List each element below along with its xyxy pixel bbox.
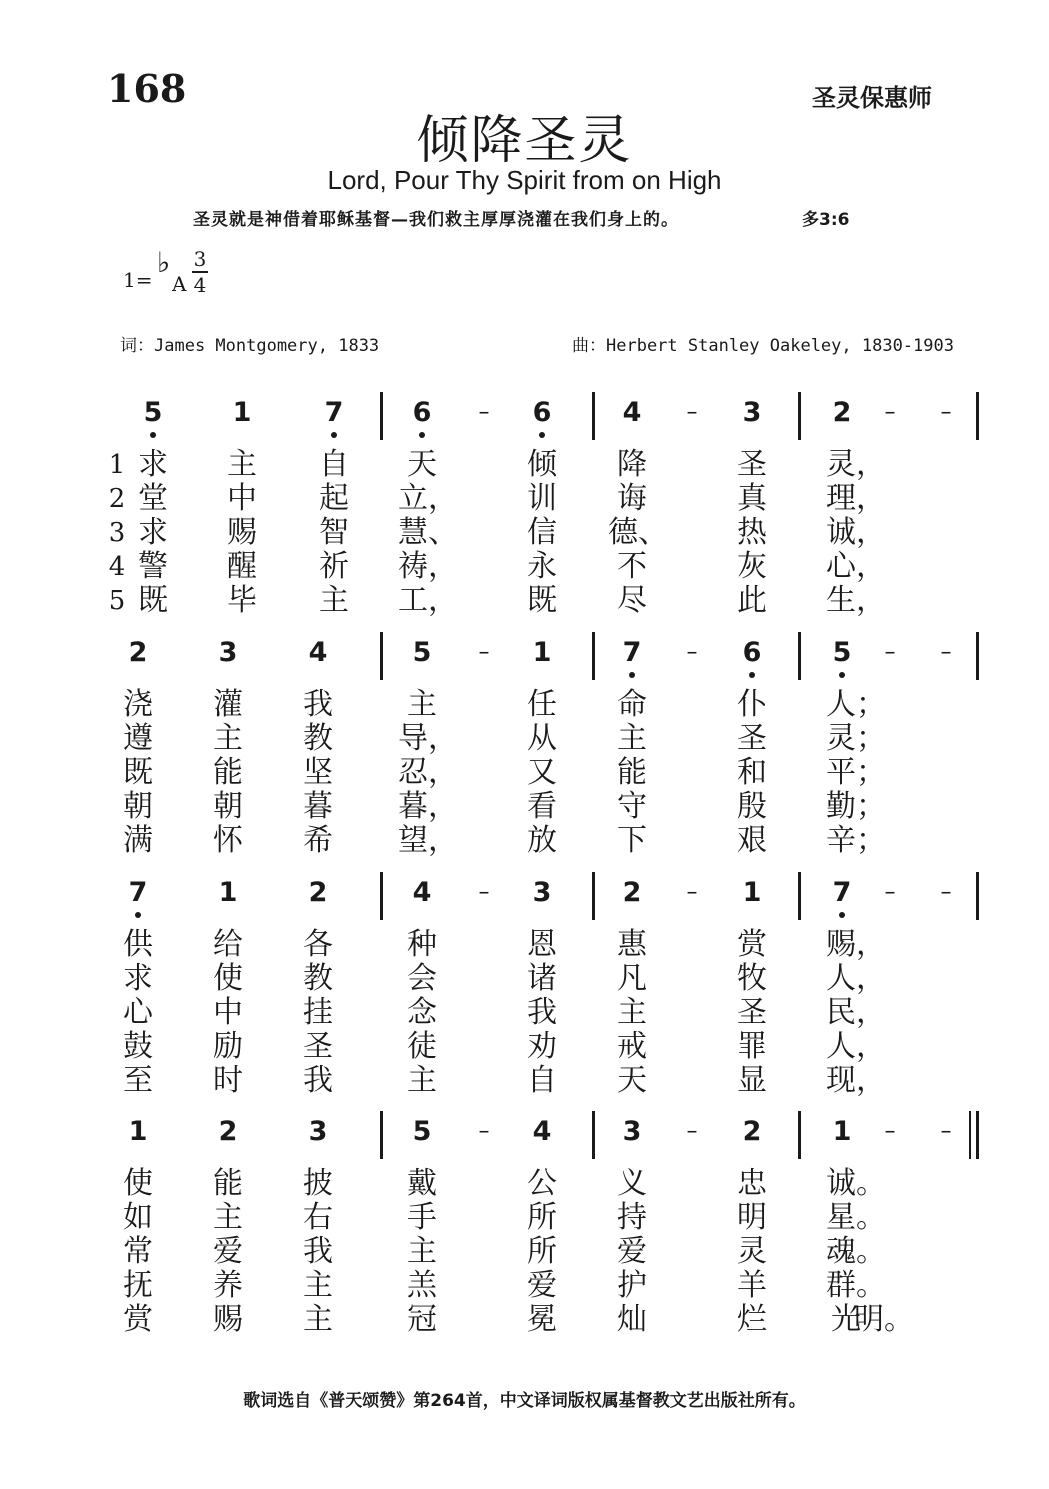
lyric-syllable: 主	[227, 447, 257, 482]
octave-dot-below	[150, 432, 156, 438]
octave-dot-below	[331, 432, 337, 438]
bar-line	[380, 872, 383, 920]
lyric-syllable: 使	[123, 1166, 153, 1201]
lyric-syllable: 至	[123, 1063, 153, 1098]
lyric-syllable: 圣	[737, 995, 767, 1030]
octave-dot-below	[839, 672, 845, 678]
lyric-syllable: 主	[319, 583, 349, 618]
lyric-syllable: 赐	[227, 515, 257, 550]
lyric-syllable: 倾	[527, 447, 557, 482]
sustain-dash: –	[478, 880, 490, 905]
lyric-syllable: 主	[303, 1302, 333, 1337]
lyric-syllable: 坚	[303, 755, 333, 790]
copyright-footer: 歌词选自《普天颂赞》第264首，中文译词版权属基督教文艺出版社所有。	[243, 1391, 806, 1411]
note: 3	[218, 637, 238, 668]
bar-line	[592, 1111, 595, 1159]
sustain-dash: –	[940, 1119, 952, 1144]
sustain-dash: –	[478, 1119, 490, 1144]
composer-credit: 曲：Herbert Stanley Oakeley, 1830-1903	[572, 336, 954, 356]
scripture-reference: 多3:6	[802, 210, 850, 230]
verse-number: 5	[108, 586, 126, 616]
lyric-syllable: 赏	[123, 1302, 153, 1337]
lyric-syllable: 赐	[213, 1302, 243, 1337]
lyric-syllable: 诚，	[826, 515, 886, 550]
bar-line	[976, 392, 979, 440]
lyric-syllable: 戒	[617, 1029, 647, 1064]
lyric-syllable: 永	[527, 549, 557, 584]
lyric-syllable: 爱	[527, 1268, 557, 1303]
lyric-syllable: 天	[617, 1063, 647, 1098]
key-signature-prefix: 1=	[123, 268, 153, 292]
lyric-syllable: 人；	[826, 687, 886, 722]
lyric-syllable: 守	[617, 789, 647, 824]
lyric-syllable: 辛；	[826, 823, 886, 858]
sustain-dash: –	[884, 1119, 896, 1144]
lyric-syllable: 会	[407, 961, 437, 996]
verse-number: 2	[108, 484, 126, 514]
time-signature-unit: 4	[193, 273, 207, 297]
lyric-syllable: 主	[407, 1234, 437, 1269]
lyric-syllable: 殷	[737, 789, 767, 824]
note: 7	[128, 877, 148, 908]
lyric-syllable: 我	[303, 687, 333, 722]
lyric-syllable: 烂	[737, 1302, 767, 1337]
lyric-syllable: 和	[737, 755, 767, 790]
english-title: Lord, Pour Thy Spirit from on High	[327, 165, 722, 195]
lyric-syllable: 公	[527, 1166, 557, 1201]
lyric-syllable: 持	[617, 1200, 647, 1235]
octave-dot-below	[839, 912, 845, 918]
time-signature	[192, 248, 208, 296]
lyric-syllable: 养	[213, 1268, 243, 1303]
bar-line	[976, 872, 979, 920]
lyric-syllable: 能	[213, 1166, 243, 1201]
note: 7	[324, 397, 344, 428]
lyric-syllable: 爱	[213, 1234, 243, 1269]
note: 6	[532, 397, 552, 428]
lyric-syllable: 智	[319, 515, 349, 550]
note: 7	[832, 877, 852, 908]
lyric-syllable: 灵，	[826, 447, 886, 482]
lyric-syllable: 主	[303, 1268, 333, 1303]
lyric-syllable: 浇	[123, 687, 153, 722]
sustain-dash: –	[686, 400, 698, 425]
scripture-quote: 圣灵就是神借着耶稣基督—我们救主厚厚浇灌在我们身上的。	[193, 210, 679, 230]
lyric-syllable: 求	[138, 515, 168, 550]
octave-dot-below	[135, 912, 141, 918]
lyric-syllable: 挂	[303, 995, 333, 1030]
lyric-syllable: 主	[617, 721, 647, 756]
lyric-syllable: 主	[213, 1200, 243, 1235]
lyric-syllable: 朝	[213, 789, 243, 824]
lyric-syllable: 使	[213, 961, 243, 996]
lyric-syllable: 希	[303, 823, 333, 858]
lyric-syllable: 冠	[407, 1302, 437, 1337]
lyric-syllable: 艰	[737, 823, 767, 858]
lyric-syllable: 主	[407, 687, 437, 722]
note: 2	[308, 877, 328, 908]
lyric-syllable: 主	[617, 995, 647, 1030]
hymn-category: 圣灵保惠师	[812, 83, 932, 112]
lyric-syllable: 冕	[527, 1302, 557, 1337]
verse-number: 3	[108, 518, 126, 548]
note: 4	[532, 1116, 552, 1147]
lyric-syllable: 心	[123, 995, 153, 1030]
note: 5	[143, 397, 163, 428]
note: 2	[622, 877, 642, 908]
lyric-syllable: 天	[407, 447, 437, 482]
sustain-dash: –	[686, 880, 698, 905]
lyric-syllable: 忍，	[398, 755, 458, 790]
lyric-syllable: 戴	[407, 1166, 437, 1201]
lyric-syllable: 暮	[303, 789, 333, 824]
bar-line	[592, 392, 595, 440]
lyric-syllable: 灵	[737, 1234, 767, 1269]
sustain-dash: –	[686, 1119, 698, 1144]
octave-dot-below	[419, 432, 425, 438]
lyric-syllable: 命	[617, 687, 647, 722]
lyric-syllable: 魂。	[826, 1234, 886, 1269]
octave-dot-below	[539, 432, 545, 438]
note: 2	[128, 637, 148, 668]
note: 3	[742, 397, 762, 428]
lyric-syllable: 起	[319, 481, 349, 516]
lyric-syllable: 热	[737, 515, 767, 550]
lyric-syllable: 看	[527, 789, 557, 824]
lyric-syllable: 尽	[617, 583, 647, 618]
bar-line	[592, 632, 595, 680]
lyric-syllable: 信	[527, 515, 557, 550]
lyric-syllable: 德、	[608, 515, 668, 550]
lyric-syllable: 工，	[398, 583, 458, 618]
bar-line	[798, 392, 801, 440]
lyric-syllable: 诲	[617, 481, 647, 516]
time-signature-beats: 3	[193, 247, 207, 271]
lyric-syllable: 现，	[826, 1063, 886, 1098]
lyric-syllable: 生，	[826, 583, 886, 618]
bar-line	[380, 632, 383, 680]
bar-line	[592, 872, 595, 920]
flat-icon: ♭	[157, 246, 171, 279]
lyric-syllable: 堂	[138, 481, 168, 516]
sustain-dash: –	[884, 400, 896, 425]
lyric-syllable: 鼓	[123, 1029, 153, 1064]
lyric-syllable: 诚。	[826, 1166, 886, 1201]
note: 1	[742, 877, 762, 908]
note: 2	[832, 397, 852, 428]
lyric-syllable: 所	[527, 1234, 557, 1269]
lyric-syllable: 恩	[527, 927, 557, 962]
note: 6	[742, 637, 762, 668]
sustain-dash: –	[478, 400, 490, 425]
lyric-syllable: 祈	[319, 549, 349, 584]
lyric-syllable: 常	[123, 1234, 153, 1269]
note: 4	[412, 877, 432, 908]
lyric-syllable: 真	[737, 481, 767, 516]
final-bar-line	[969, 1111, 971, 1159]
lyric-syllable: 圣	[303, 1029, 333, 1064]
note: 4	[622, 397, 642, 428]
lyric-syllable: 赏	[737, 927, 767, 962]
lyric-syllable: 给	[213, 927, 243, 962]
lyric-syllable: 明	[737, 1200, 767, 1235]
lyric-syllable: 星。	[826, 1200, 886, 1235]
note: 3	[622, 1116, 642, 1147]
lyric-syllable: 此	[737, 583, 767, 618]
verse-number: 4	[108, 552, 126, 582]
octave-dot-below	[749, 672, 755, 678]
lyric-syllable: 又	[527, 755, 557, 790]
lyric-syllable: 圣	[737, 447, 767, 482]
lyric-syllable: 平；	[826, 755, 886, 790]
lyric-syllable: 诸	[527, 961, 557, 996]
lyric-syllable: 人，	[826, 1029, 886, 1064]
lyric-syllable: 我	[303, 1063, 333, 1098]
lyric-syllable: 灵；	[826, 721, 886, 756]
lyric-syllable: 任	[527, 687, 557, 722]
bar-line	[380, 1111, 383, 1159]
lyric-syllable: 仆	[737, 687, 767, 722]
lyric-syllable: 怀	[213, 823, 243, 858]
note: 1	[232, 397, 252, 428]
note: 3	[532, 877, 552, 908]
lyric-syllable: 手	[407, 1200, 437, 1235]
lyric-syllable: 念	[407, 995, 437, 1030]
lyric-syllable: 义	[617, 1166, 647, 1201]
lyric-syllable: 灿	[617, 1302, 647, 1337]
note: 5	[832, 637, 852, 668]
lyric-syllable: 明。	[854, 1302, 914, 1337]
sustain-dash: –	[884, 880, 896, 905]
lyric-syllable: 所	[527, 1200, 557, 1235]
hymn-number: 168	[107, 66, 187, 111]
lyric-syllable: 从	[527, 721, 557, 756]
lyric-syllable: 暮，	[398, 789, 458, 824]
lyric-syllable: 教	[303, 721, 333, 756]
bar-line	[976, 632, 979, 680]
lyric-syllable: 右	[303, 1200, 333, 1235]
lyric-syllable: 慧、	[398, 515, 458, 550]
key-note: A	[172, 272, 187, 296]
sustain-dash: –	[940, 880, 952, 905]
lyric-syllable: 人，	[826, 961, 886, 996]
lyric-syllable: 光	[831, 1302, 861, 1337]
bar-line	[798, 632, 801, 680]
lyric-syllable: 赐，	[826, 927, 886, 962]
sustain-dash: –	[884, 640, 896, 665]
lyricist-credit: 词：James Montgomery, 1833	[120, 336, 380, 356]
octave-dot-below	[629, 672, 635, 678]
lyric-syllable: 惠	[617, 927, 647, 962]
sustain-dash: –	[940, 640, 952, 665]
lyric-syllable: 我	[303, 1234, 333, 1269]
lyric-syllable: 理，	[826, 481, 886, 516]
lyric-syllable: 如	[123, 1200, 153, 1235]
lyric-syllable: 护	[617, 1268, 647, 1303]
lyric-syllable: 羊	[737, 1268, 767, 1303]
note: 4	[308, 637, 328, 668]
note: 1	[128, 1116, 148, 1147]
bar-line	[380, 392, 383, 440]
lyric-syllable: 显	[737, 1063, 767, 1098]
lyric-syllable: 教	[303, 961, 333, 996]
lyric-syllable: 既	[527, 583, 557, 618]
note: 1	[218, 877, 238, 908]
lyric-syllable: 灌	[213, 687, 243, 722]
lyric-syllable: 既	[138, 583, 168, 618]
lyric-syllable: 群。	[826, 1268, 886, 1303]
lyric-syllable: 自	[527, 1063, 557, 1098]
note: 1	[532, 637, 552, 668]
sustain-dash: –	[478, 640, 490, 665]
note: 7	[622, 637, 642, 668]
lyric-syllable: 自	[319, 447, 349, 482]
note: 1	[832, 1116, 852, 1147]
lyric-syllable: 既	[123, 755, 153, 790]
lyric-syllable: 抚	[123, 1268, 153, 1303]
note: 2	[742, 1116, 762, 1147]
note: 5	[412, 637, 432, 668]
lyric-syllable: 求	[138, 447, 168, 482]
lyric-syllable: 立，	[398, 481, 458, 516]
lyric-syllable: 遵	[123, 721, 153, 756]
lyric-syllable: 劝	[527, 1029, 557, 1064]
lyric-syllable: 能	[213, 755, 243, 790]
hymn-title: 倾降圣灵	[416, 111, 633, 171]
note: 3	[308, 1116, 328, 1147]
lyric-syllable: 不	[617, 549, 647, 584]
lyric-syllable: 羔	[407, 1268, 437, 1303]
lyric-syllable: 罪	[737, 1029, 767, 1064]
lyric-syllable: 忠	[737, 1166, 767, 1201]
lyric-syllable: 勤；	[826, 789, 886, 824]
lyric-syllable: 满	[123, 823, 153, 858]
sustain-dash: –	[940, 400, 952, 425]
lyric-syllable: 励	[213, 1029, 243, 1064]
bar-line	[798, 1111, 801, 1159]
lyric-syllable: 圣	[737, 721, 767, 756]
lyric-syllable: 毕	[227, 583, 257, 618]
lyric-syllable: 徒	[407, 1029, 437, 1064]
lyric-syllable: 朝	[123, 789, 153, 824]
note: 6	[412, 397, 432, 428]
lyric-syllable: 民，	[826, 995, 886, 1030]
lyric-syllable: 放	[527, 823, 557, 858]
lyric-syllable: 爱	[617, 1234, 647, 1269]
lyric-syllable: 降	[617, 447, 647, 482]
lyric-syllable: 主	[213, 721, 243, 756]
lyric-syllable: 灰	[737, 549, 767, 584]
lyric-syllable: 主	[407, 1063, 437, 1098]
lyric-syllable: 望，	[398, 823, 458, 858]
lyric-syllable: 导，	[398, 721, 458, 756]
lyric-syllable: 供	[123, 927, 153, 962]
lyric-syllable: 我	[527, 995, 557, 1030]
lyric-syllable: 凡	[617, 961, 647, 996]
note: 5	[412, 1116, 432, 1147]
lyric-syllable: 能	[617, 755, 647, 790]
lyric-syllable: 下	[617, 823, 647, 858]
sustain-dash: –	[686, 640, 698, 665]
verse-number: 1	[108, 450, 126, 480]
lyric-syllable: 各	[303, 927, 333, 962]
lyric-syllable: 训	[527, 481, 557, 516]
lyric-syllable: 时	[213, 1063, 243, 1098]
lyric-syllable: 中	[213, 995, 243, 1030]
lyric-syllable: 警	[138, 549, 168, 584]
lyric-syllable: 披	[303, 1166, 333, 1201]
lyric-syllable: 祷，	[398, 549, 458, 584]
lyric-syllable: 求	[123, 961, 153, 996]
lyric-syllable: 牧	[737, 961, 767, 996]
lyric-syllable: 种	[407, 927, 437, 962]
lyric-syllable: 中	[227, 481, 257, 516]
note: 2	[218, 1116, 238, 1147]
bar-line	[798, 872, 801, 920]
bar-line	[976, 1111, 979, 1159]
lyric-syllable: 醒	[227, 549, 257, 584]
lyric-syllable: 心，	[826, 549, 886, 584]
